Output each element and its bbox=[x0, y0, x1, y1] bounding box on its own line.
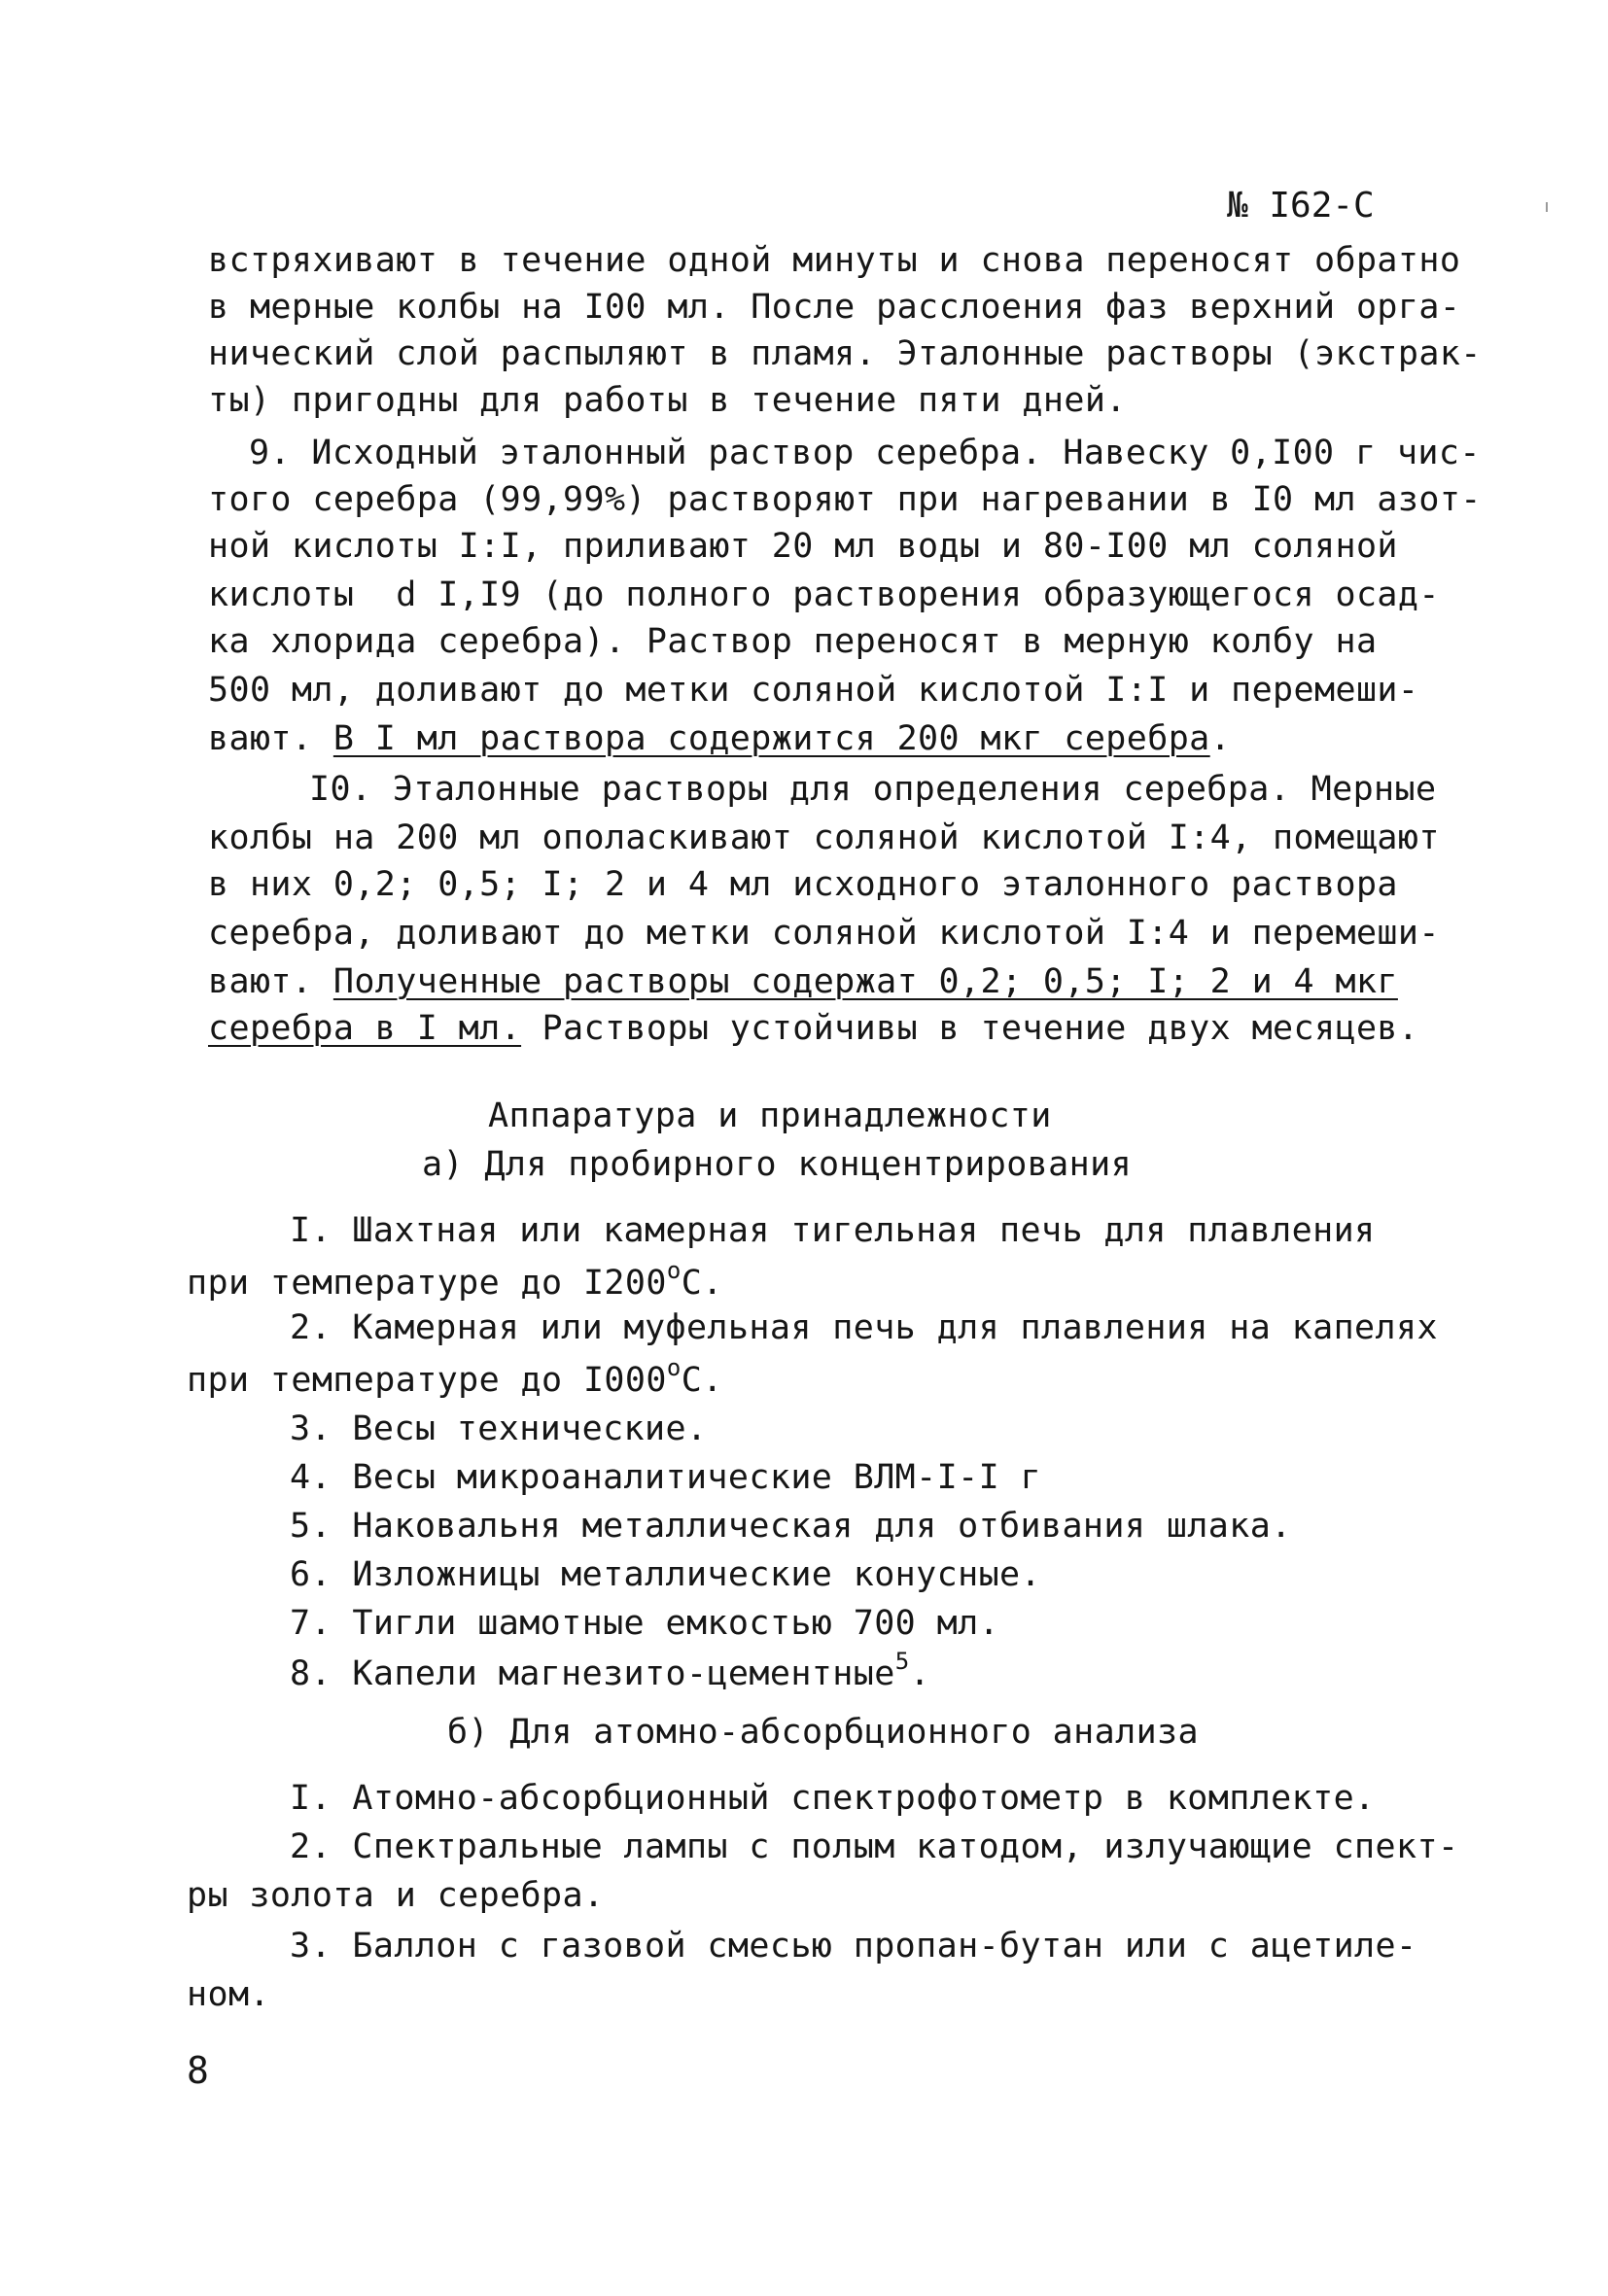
item-10-line: в них 0,2; 0,5; I; 2 и 4 мл исходного эталонного раствора bbox=[208, 865, 1398, 904]
aa-item-1: I. Атомно-абсорбционный спектрофотометр в комплекте. bbox=[290, 1779, 1376, 1818]
margin-mark bbox=[1546, 202, 1548, 212]
item-9-last-end: . bbox=[1209, 719, 1232, 758]
item-10-line: I0. Эталонные растворы для определения серебра. Мерные bbox=[309, 770, 1437, 809]
document-number: № I62-С bbox=[1227, 186, 1375, 226]
item-10-line6-end: Растворы устойчивы в течение двух месяцев. bbox=[521, 1009, 1419, 1048]
section-title: Аппаратура и принадлежности bbox=[488, 1096, 1052, 1135]
page-number: 8 bbox=[187, 2049, 209, 2092]
text-line: в мерные колбы на I00 мл. После расслоения фаз верхний орга- bbox=[208, 288, 1461, 327]
item-9-underlined-text: В I мл раствора содержится 200 мкг серебра bbox=[332, 719, 1210, 758]
apparatus-item-3: 3. Весы технические. bbox=[290, 1409, 708, 1448]
item-10-line: колбы на 200 мл ополаскивают соляной кислотой I:4, помещают bbox=[208, 818, 1440, 857]
item-10-underlined-text: серебра в I мл. bbox=[208, 1009, 522, 1048]
item-9-line: того серебра (99,99%) растворяют при нагревании в I0 мл азот- bbox=[208, 480, 1482, 519]
item-9-last-start: вают. bbox=[208, 719, 333, 758]
apparatus-item-6: 6. Изложницы металлические конусные. bbox=[290, 1555, 1041, 1594]
aa-item-3: 3. Баллон с газовой смесью пропан-бутан или с ацетиле- bbox=[290, 1927, 1417, 1966]
apparatus-item-4: 4. Весы микроаналитические ВЛМ-I-I г bbox=[290, 1458, 1041, 1497]
item-9-line: ной кислоты I:I, приливают 20 мл воды и 80-I00 мл соляной bbox=[208, 527, 1398, 566]
apparatus-item-5: 5. Наковальня металлическая для отбивания шлака. bbox=[290, 1507, 1292, 1546]
item-8-end: . bbox=[909, 1654, 931, 1693]
degree-sup: о bbox=[666, 1354, 682, 1381]
aa-item-2: 2. Спектральные лампы с полым катодом, излучающие спект- bbox=[290, 1827, 1459, 1866]
apparatus-item-7: 7. Тигли шамотные емкостью 700 мл. bbox=[290, 1604, 1000, 1643]
text-line: нический слой распыляют в пламя. Эталонные растворы (экстрак- bbox=[208, 334, 1482, 373]
item-9-line: ка хлорида серебра). Раствор переносят в мерную колбу на bbox=[208, 622, 1378, 661]
degree-sup: о bbox=[666, 1257, 682, 1284]
apparatus-item-1-cont bbox=[187, 1257, 723, 1305]
subsection-title: а) Для пробирного концентрирования bbox=[422, 1145, 1133, 1184]
subsection-title: б) Для атомно-абсорбционного анализа bbox=[447, 1713, 1199, 1752]
item-10-line bbox=[208, 1007, 1418, 1050]
item-10-line: серебра, доливают до метки соляной кислотой I:4 и перемеши- bbox=[208, 914, 1440, 953]
item-9-line: кислоты d I,I9 (до полного растворения образующегося осад- bbox=[208, 575, 1440, 614]
apparatus-item-1: I. Шахтная или камерная тигельная печь для плавления bbox=[290, 1211, 1376, 1250]
apparatus-item-2: 2. Камерная или муфельная печь для плавления на капелях bbox=[290, 1308, 1438, 1347]
item-2-unit: С. bbox=[681, 1361, 723, 1400]
item-1-temp: при температуре до I200 bbox=[187, 1264, 667, 1303]
item-10-line bbox=[208, 960, 1398, 1003]
item-9-line: 9. Исходный эталонный раствор серебра. Навеску 0,I00 г чис- bbox=[249, 434, 1481, 472]
apparatus-item-2-cont bbox=[187, 1354, 723, 1402]
item-9-line: 500 мл, доливают до метки соляной кислотой I:I и перемеши- bbox=[208, 671, 1419, 710]
item-2-temp: при температуре до I000 bbox=[187, 1361, 667, 1400]
text-line: ты) пригодны для работы в течение пяти дней. bbox=[208, 381, 1127, 420]
item-9-line bbox=[208, 717, 1231, 760]
text-line: встряхивают в течение одной минуты и снова переносят обратно bbox=[208, 241, 1461, 280]
item-1-unit: С. bbox=[681, 1264, 723, 1303]
item-10-line5-start: вают. bbox=[208, 962, 333, 1001]
aa-item-2-cont: ры золота и серебра. bbox=[187, 1876, 605, 1915]
item-8-text: 8. Капели магнезито-цементные bbox=[290, 1654, 895, 1693]
footnote-ref: 5 bbox=[894, 1648, 910, 1675]
apparatus-item-8 bbox=[290, 1648, 931, 1695]
aa-item-3-cont: ном. bbox=[187, 1975, 270, 2014]
item-10-underlined-text: Полученные растворы содержат 0,2; 0,5; I; 2 и 4 мкг bbox=[332, 962, 1398, 1001]
